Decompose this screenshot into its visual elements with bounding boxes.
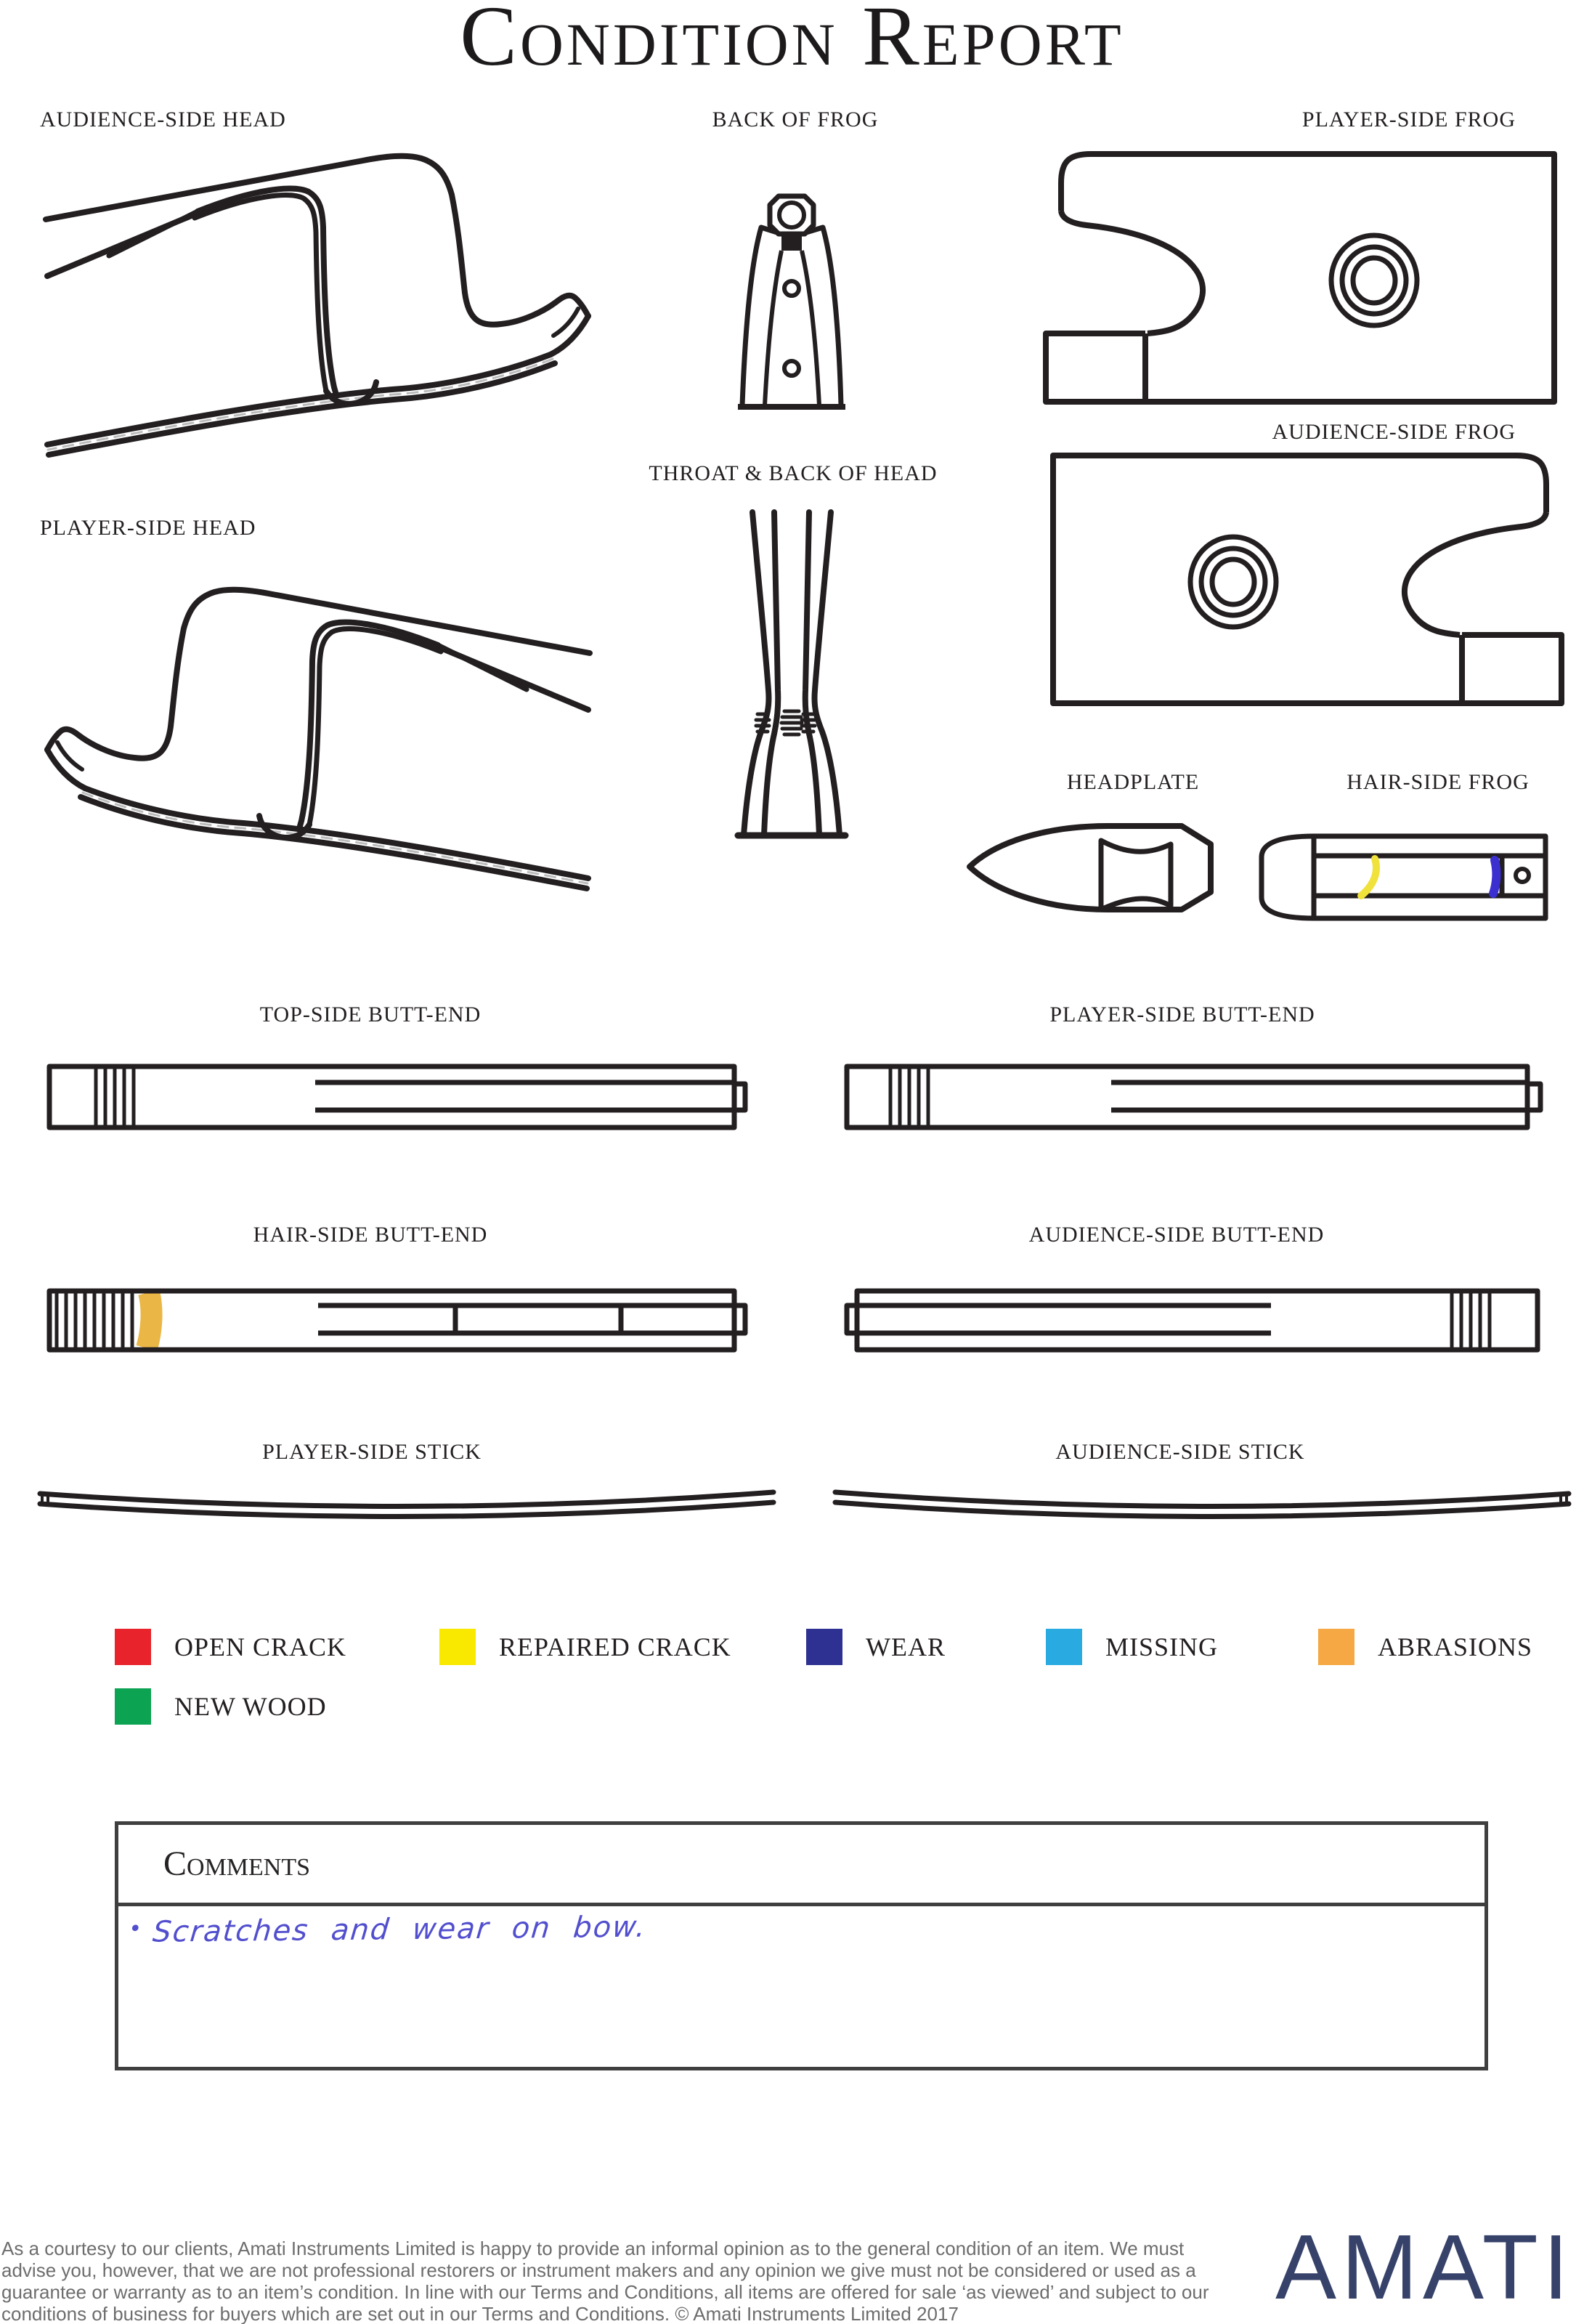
footer-disclaimer: As a courtesy to our clients, Amati Instruments Limited is happy to provide an informal opinion as to the general condition of an item. We must advise you, however, that we are not professional restorers or instrument makers and any opinion we give must not be considered or used as a guarantee or warranty as to an item’s condition. In line with our Terms and Conditions, all items are offered for sale ‘as viewed’ and subject to our conditions of business for buyers which are set out in our Terms and Conditions. © Amati Instruments Limited 2017 [1,2238,1209,2324]
open-crack-swatch [115,1629,151,1665]
drawing-hair-side-butt-end [44,1286,755,1355]
amati-logo: AMATI [1275,2216,1574,2318]
label-throat-back-of-head: THROAT & BACK OF HEAD [649,461,938,485]
label-back-of-frog: BACK OF FROG [712,108,879,131]
legend-label: MISSING [1105,1632,1219,1661]
missing-swatch [1046,1629,1082,1665]
comment-bullet: • [127,1916,145,1943]
wear-swatch [806,1629,842,1665]
drawing-player-side-butt-end [842,1061,1554,1133]
legend-item-open-crack [115,1629,346,1665]
label-player-side-frog: PLAYER-SIDE FROG [1301,108,1516,131]
legend-label: OPEN CRACK [174,1632,347,1661]
drawing-player-side-stick [33,1488,781,1531]
label-headplate: HEADPLATE [1066,770,1200,794]
legend-item-abrasions [1318,1629,1532,1665]
legend-label: NEW WOOD [174,1692,327,1721]
comments-heading: Comments [118,1825,1485,1906]
label-player-side-head: PLAYER-SIDE HEAD [40,516,256,540]
label-player-side-butt-end: PLAYER-SIDE BUTT-END [1049,1003,1315,1027]
drawing-audience-side-head [29,137,596,478]
repaired-crack-mark [1361,859,1376,896]
legend-item-new-wood [115,1688,327,1725]
abrasions-swatch [1318,1629,1354,1665]
drawing-headplate [966,799,1217,934]
legend-item-missing [1046,1629,1218,1665]
drawing-player-side-head [40,570,606,912]
new-wood-swatch [115,1688,151,1725]
drawing-throat-back-of-head [712,505,872,846]
drawing-hair-side-frog [1253,832,1554,923]
comments-box [115,1821,1488,2070]
drawing-audience-side-stick [828,1488,1576,1531]
label-audience-side-head: AUDIENCE-SIDE HEAD [40,108,286,131]
label-top-side-butt-end: TOP-SIDE BUTT-END [259,1003,482,1027]
drawing-player-side-frog [1046,145,1561,407]
drawing-audience-side-frog [1046,447,1561,708]
handwritten-comment [127,1911,649,1950]
label-audience-side-stick: AUDIENCE-SIDE STICK [1055,1440,1305,1464]
repaired-crack-swatch [439,1629,476,1665]
label-audience-side-frog: AUDIENCE-SIDE FROG [1272,420,1516,444]
label-hair-side-frog: HAIR-SIDE FROG [1347,770,1530,794]
drawing-top-side-butt-end [44,1061,755,1133]
page-title: Condition Report [460,0,1124,84]
label-audience-side-butt-end: AUDIENCE-SIDE BUTT-END [1028,1223,1325,1247]
label-hair-side-butt-end: HAIR-SIDE BUTT-END [253,1223,488,1247]
legend-label: WEAR [866,1632,946,1661]
crack-mark [147,1292,152,1348]
drawing-back-of-frog [726,183,864,416]
legend-label: ABRASIONS [1378,1632,1533,1661]
comment-text: Scratches and wear on bow. [151,1910,649,1949]
legend-item-repaired-crack [439,1629,731,1665]
drawing-audience-side-butt-end [842,1286,1554,1355]
legend-label: REPAIRED CRACK [499,1632,731,1661]
legend-item-wear [806,1629,946,1665]
wear-mark [1493,860,1496,894]
label-player-side-stick: PLAYER-SIDE STICK [262,1440,482,1464]
